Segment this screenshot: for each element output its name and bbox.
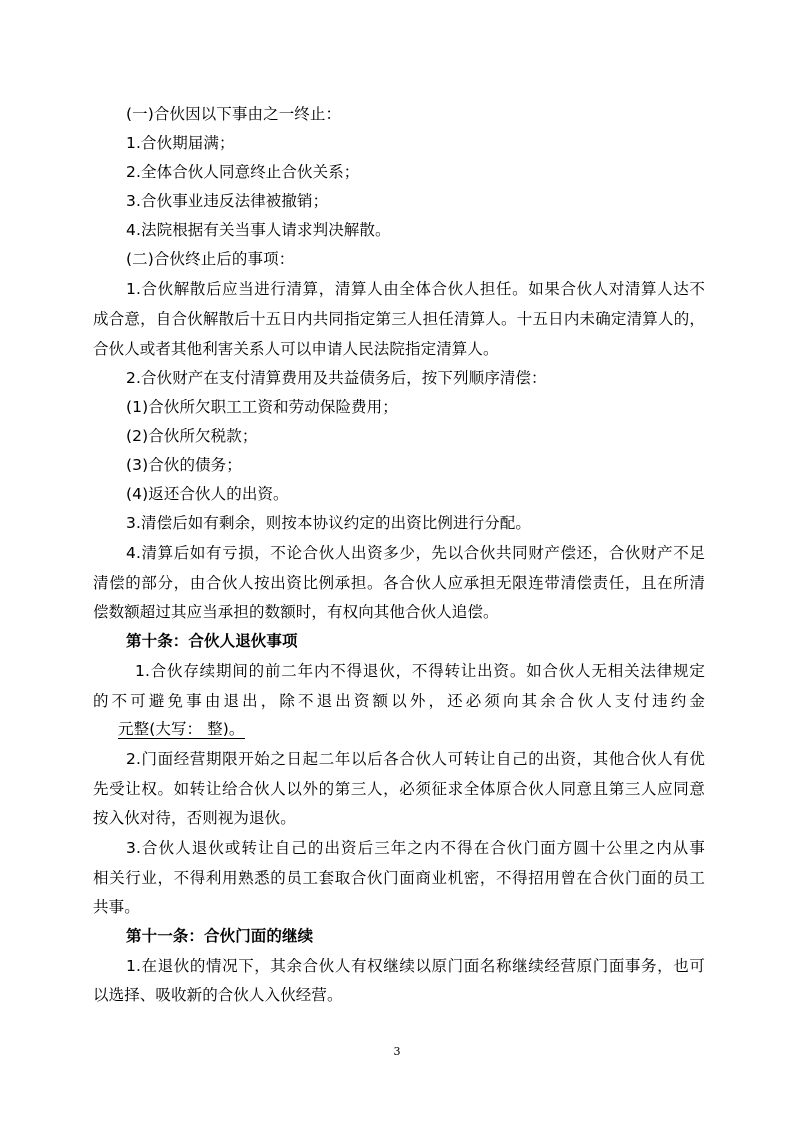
text-line: (3)合伙的债务； [126, 456, 242, 474]
text-line: 1.在退伙的情况下，其余合伙人有权继续以原门面名称继续经营原门面事务，也可 [126, 957, 705, 975]
text-line: 2.全体合伙人同意终止合伙关系； [126, 163, 360, 181]
page-number: 3 [393, 1045, 401, 1058]
text-line: 3.合伙人退伙或转让自己的出资后三年之内不得在合伙门面方圆十公里之内从事 [126, 839, 705, 857]
text-line: 先受让权。如转让给合伙人以外的第三人，必须征求全体原合伙人同意且第三人应同意 [93, 780, 705, 798]
text-line: (4)返还合伙人的出资。 [126, 485, 289, 503]
text-line: 偿数额超过其应当承担的数额时，有权向其他合伙人追偿。 [93, 603, 499, 621]
text-line: (一)合伙因以下事由之一终止： [126, 105, 342, 123]
text-line: 1.合伙期届满； [126, 134, 235, 152]
section-heading: 第十条：合伙人退伙事项 [126, 632, 298, 650]
text-line: 3.清偿后如有剩余，则按本协议约定的出资比例进行分配。 [126, 514, 531, 532]
text-line: 3.合伙事业违反法律被撤销； [126, 192, 329, 210]
text-line: 的不可避免事由退出，除不退出资额以外，还必须向其余合伙人支付违约金 [93, 692, 705, 710]
text-line: 成合意，自合伙解散后十五日内共同指定第三人担任清算人。十五日内未确定清算人的， [93, 310, 705, 328]
text-line: 1.合伙解散后应当进行清算，清算人由全体合伙人担任。如果合伙人对清算人达不 [126, 280, 705, 298]
text-line: 合伙人或者其他利害关系人可以申请人民法院指定清算人。 [93, 340, 499, 358]
text-line: 以选择、吸收新的合伙人入伙经营。 [93, 986, 343, 1004]
text-line: (2)合伙所欠税款； [126, 427, 258, 445]
text-line: 4.清算后如有亏损，不论合伙人出资多少，先以合伙共同财产偿还，合伙财产不足 [126, 544, 705, 562]
text-line: 1.合伙存续期间的前二年内不得退伙，不得转让出资。如合伙人无相关法律规定 [135, 662, 705, 680]
amount-blank: 元整(大写： 整)。 [118, 720, 245, 738]
text-line: (二)合伙终止后的事项： [126, 250, 295, 268]
text-line [118, 719, 730, 739]
text-line: 清偿的部分，由合伙人按出资比例承担。各合伙人应承担无限连带清偿责任，且在所清 [93, 574, 705, 592]
text-line: 4.法院根据有关当事人请求判决解散。 [126, 221, 391, 239]
section-heading: 第十一条：合伙门面的继续 [126, 927, 314, 945]
text-line: (1)合伙所欠职工工资和劳动保险费用； [126, 398, 398, 416]
text-line: 共事。 [93, 898, 140, 916]
text-line: 2.门面经营期限开始之日起二年以后各合伙人可转让自己的出资，其他合伙人有优 [126, 750, 705, 768]
text-line: 相关行业，不得利用熟悉的员工套取合伙门面商业机密，不得招用曾在合伙门面的员工 [93, 869, 705, 887]
text-line: 按入伙对待，否则视为退伙。 [93, 809, 296, 827]
text-line: 2.合伙财产在支付清算费用及共益债务后，按下列顺序清偿： [126, 369, 547, 387]
